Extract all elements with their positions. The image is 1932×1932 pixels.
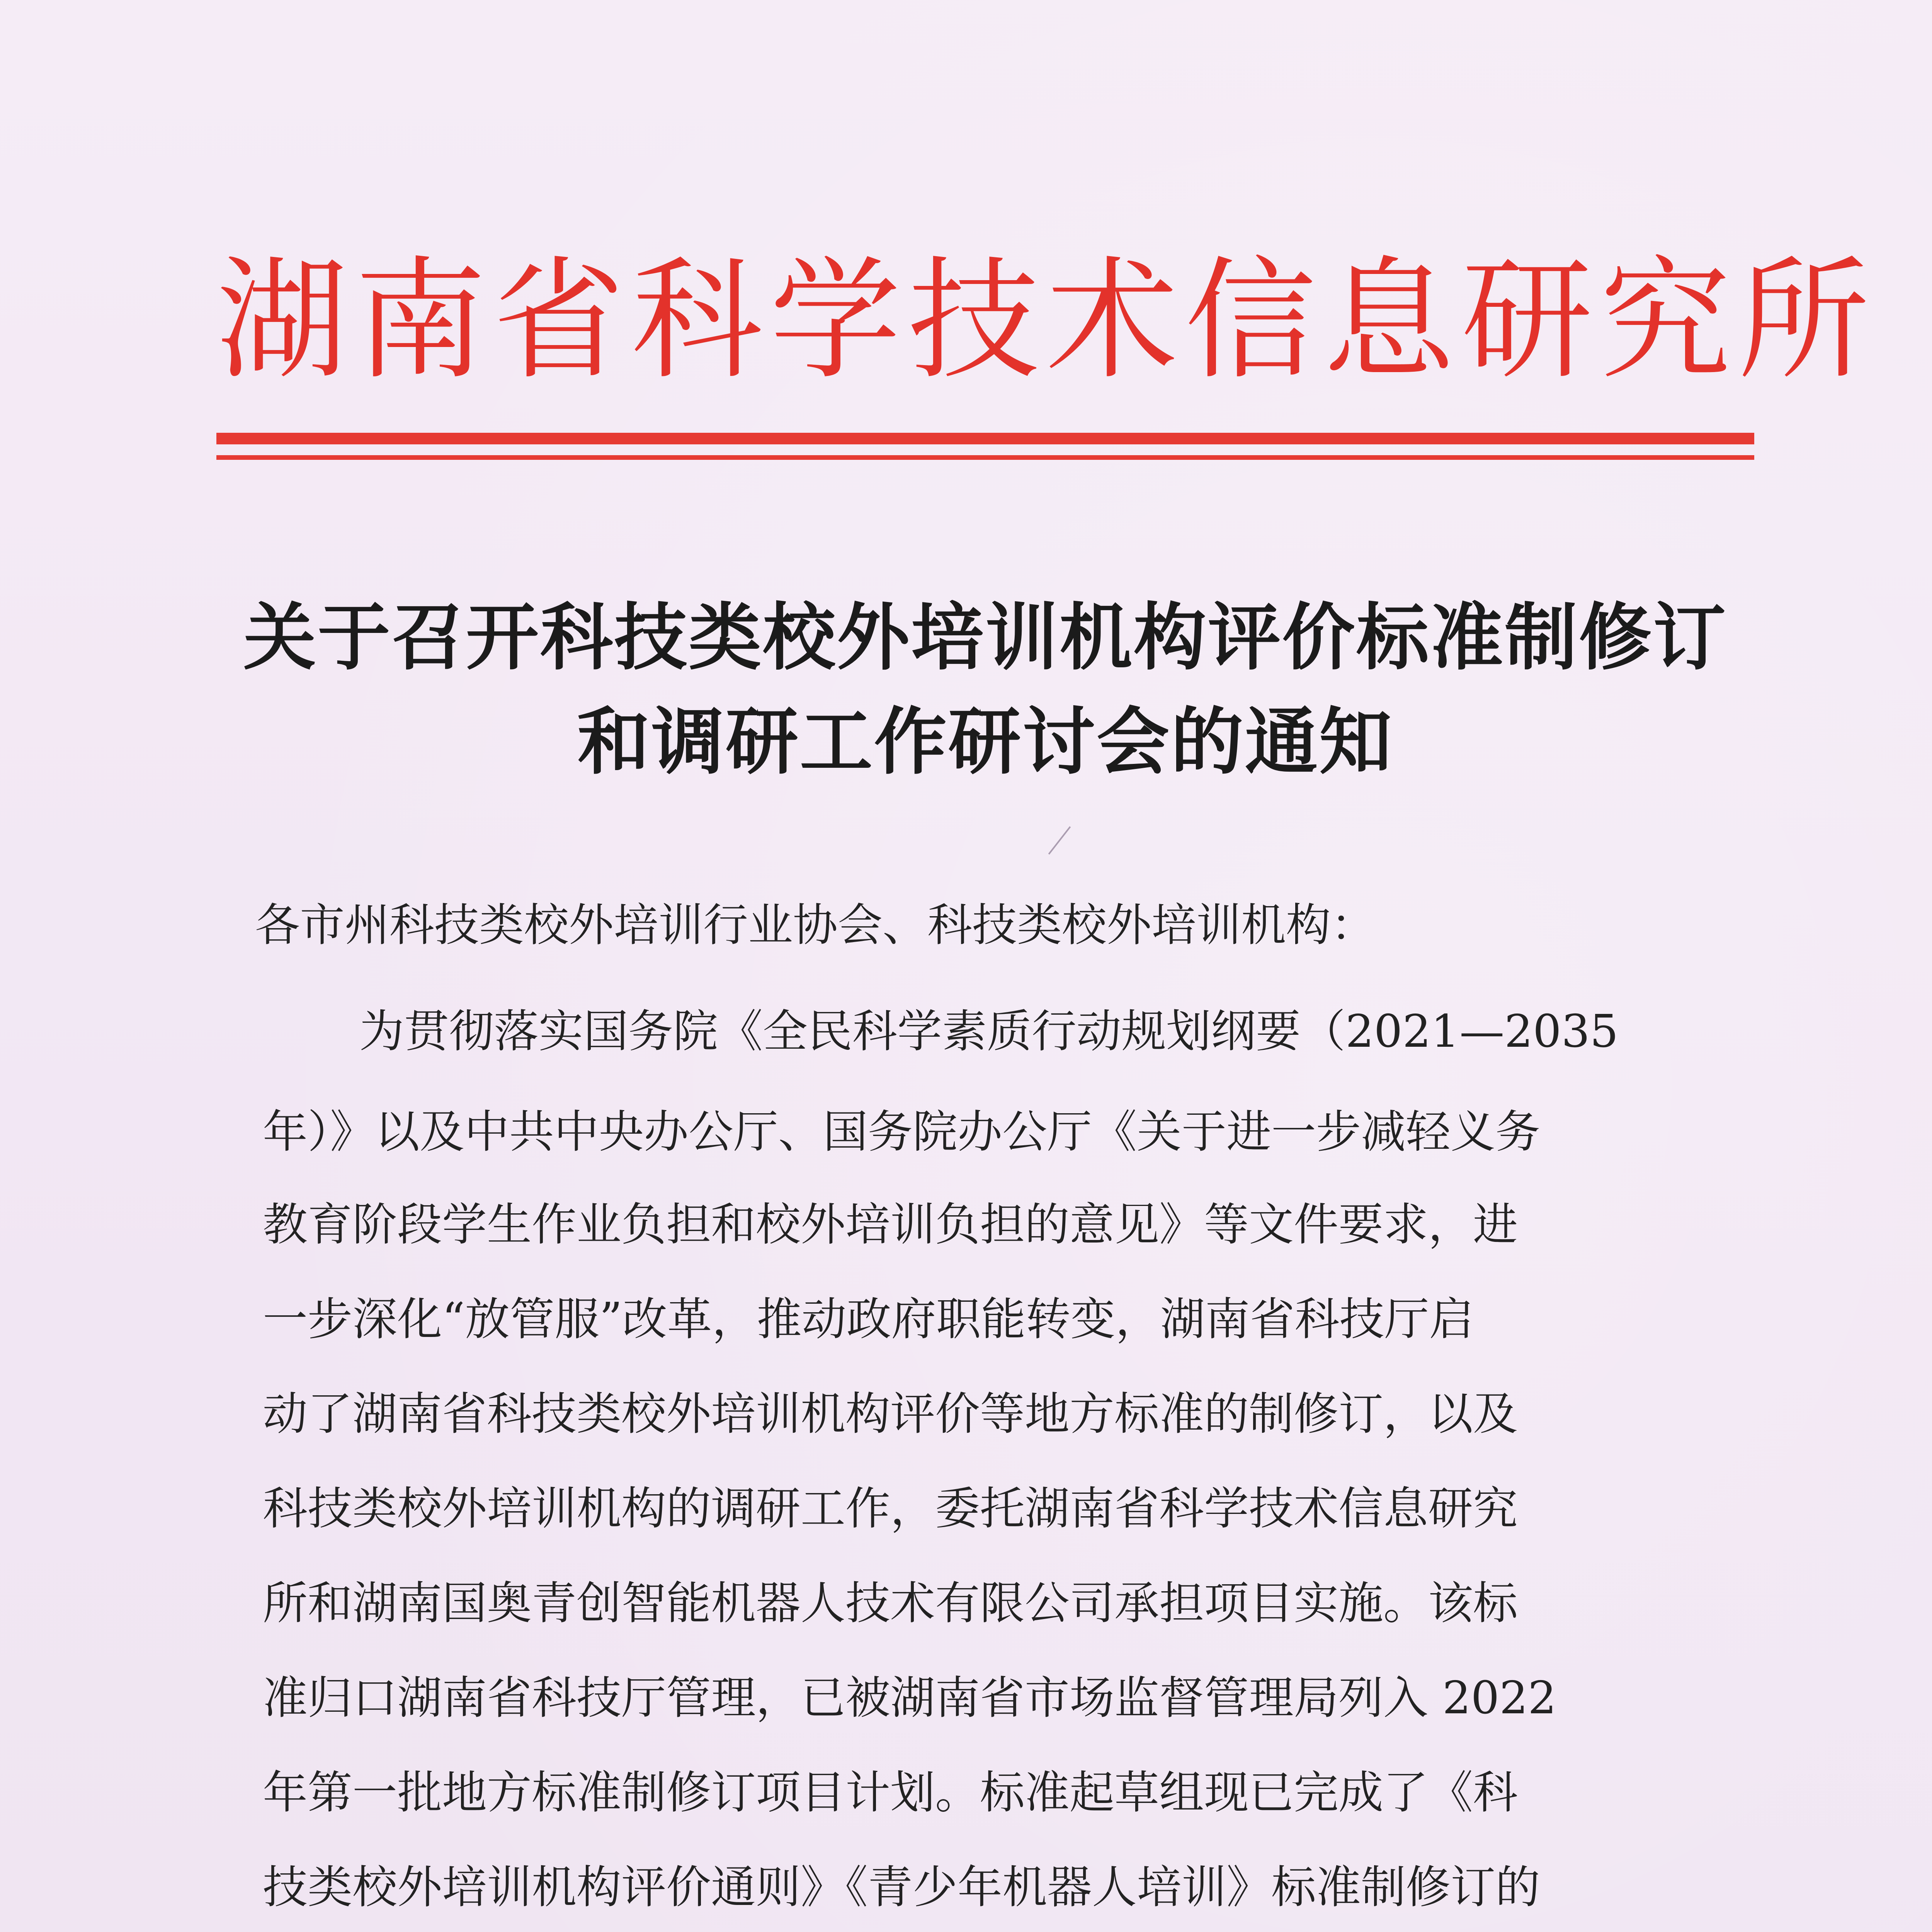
notice-title-line-2: 和调研工作研讨会的通知	[577, 699, 1393, 784]
organization-header: 湖南省科学技术信息研究所	[216, 244, 1876, 397]
header-rule-thick	[216, 433, 1754, 444]
paragraph-1-line: 动了湖南省科技类校外培训机构评价等地方标准的制修订，以及	[263, 1388, 1518, 1440]
header-rule-thin	[216, 455, 1754, 460]
paragraph-1-line: 年）》以及中共中央办公厅、国务院办公厅《关于进一步减轻义务	[263, 1106, 1540, 1158]
paragraph-1-line: 准归口湖南省科技厅管理，已被湖南省市场监督管理局列入 2022	[263, 1672, 1557, 1724]
paragraph-1-line: 一步深化“放管服”改革，推动政府职能转变，湖南省科技厅启	[263, 1293, 1474, 1345]
paragraph-1-line: 年第一批地方标准制修订项目计划。标准起草组现已完成了《科	[263, 1767, 1518, 1819]
notice-title-line-1: 关于召开科技类校外培训机构评价标准制修订	[243, 595, 1727, 680]
paragraph-1-line: 科技类校外培训机构的调研工作，委托湖南省科学技术信息研究	[263, 1483, 1518, 1535]
paragraph-1-line: 所和湖南国奥青创智能机器人技术有限公司承担项目实施。该标	[263, 1577, 1518, 1629]
paragraph-1-line: 为贯彻落实国务院《全民科学素质行动规划纲要（2021—2035	[359, 1005, 1619, 1058]
scan-artifact	[1048, 826, 1071, 854]
paragraph-1-line: 教育阶段学生作业负担和校外培训负担的意见》等文件要求，进	[263, 1199, 1518, 1251]
paragraph-1-line: 技类校外培训机构评价通则》《青少年机器人培训》标准制修订的	[263, 1861, 1540, 1913]
salutation: 各市州科技类校外培训行业协会、科技类校外培训机构：	[255, 899, 1376, 951]
